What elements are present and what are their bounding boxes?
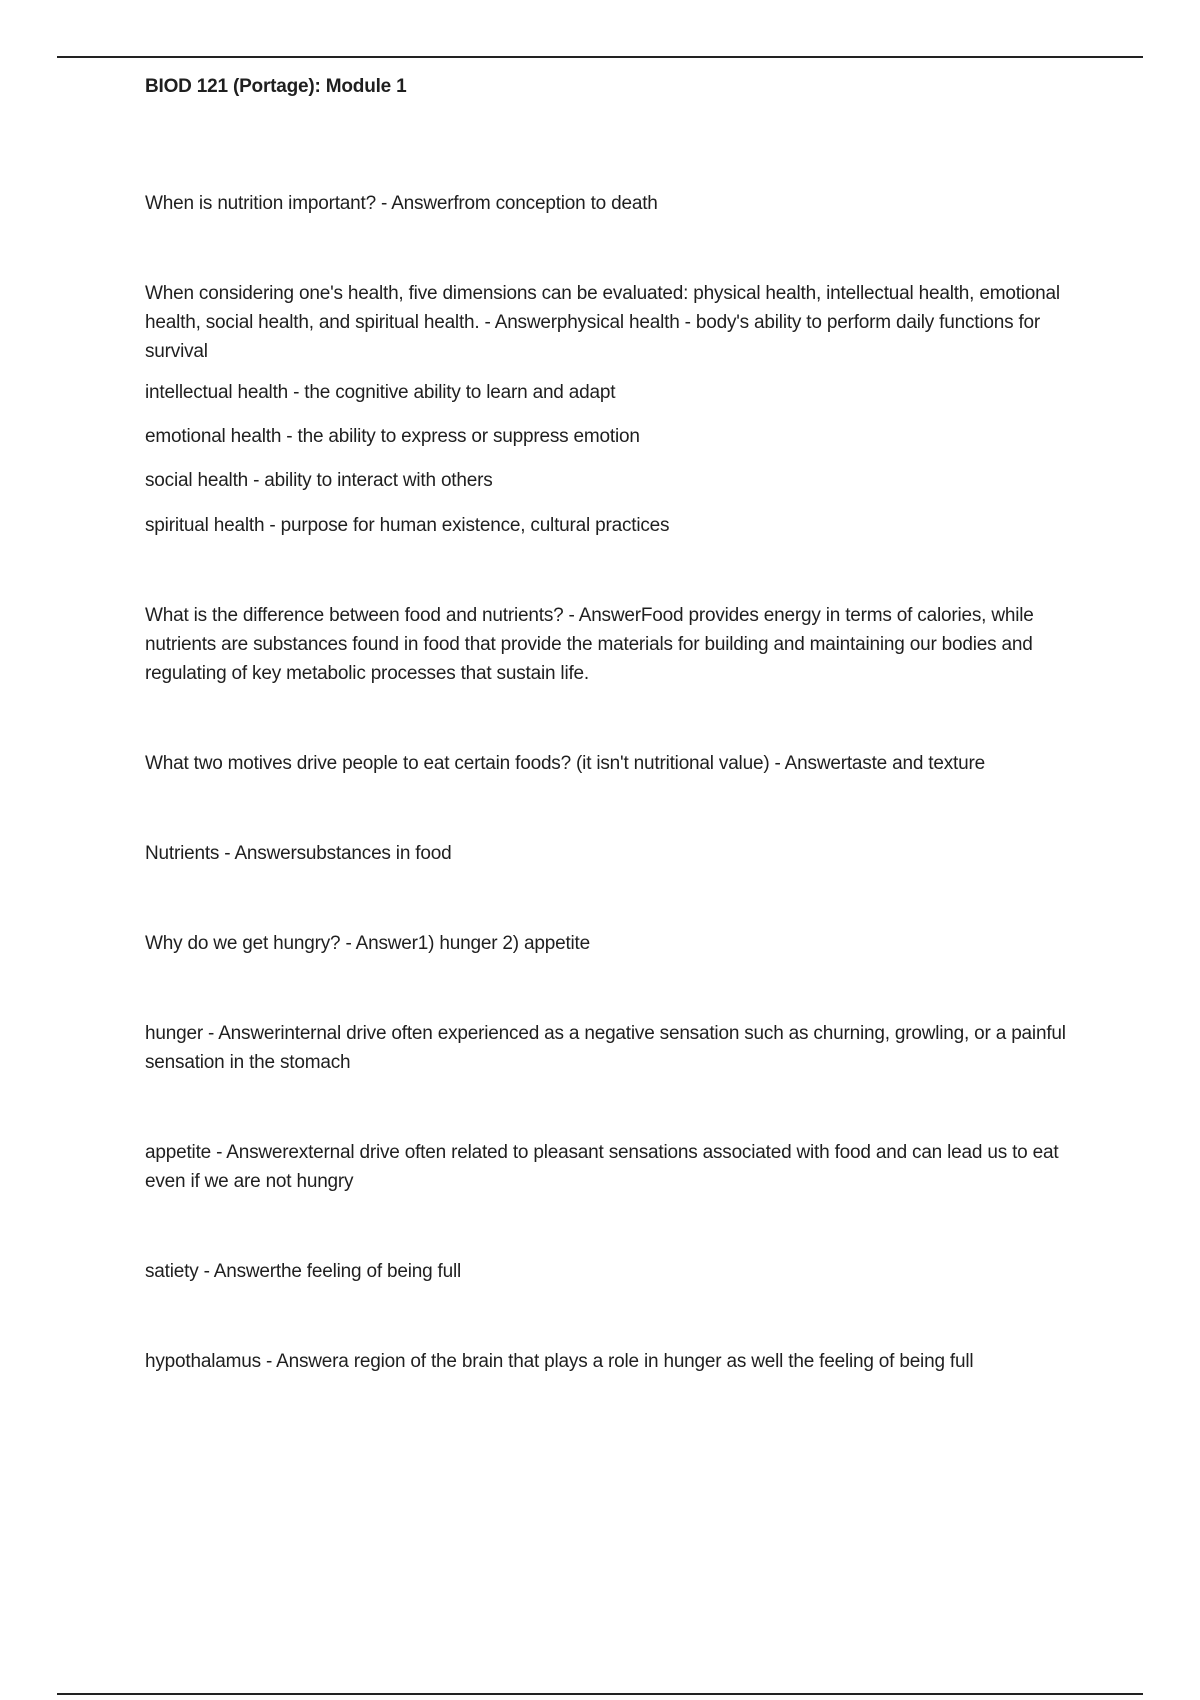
entry-hypothalamus: hypothalamus - Answera region of the brain that plays a role in hunger as well the feeling of being full: [145, 1351, 974, 1372]
top-rule: [57, 56, 1143, 58]
entry-satiety: satiety - Answerthe feeling of being full: [145, 1261, 462, 1282]
entry-intellectual-health: intellectual health - the cognitive ability to learn and adapt: [145, 382, 616, 403]
entry-hunger: hunger - Answerinternal drive often experienced as a negative sensation such as churning, growling, or a painful sensation in the stomach: [145, 1023, 1066, 1073]
entry-appetite: appetite - Answerexternal drive often related to pleasant sensations associated with food and can lead us to eat even if we are not hungry: [145, 1142, 1059, 1192]
document-body: [145, 72, 1095, 1376]
entry-eating-motives: What two motives drive people to eat certain foods? (it isn't nutritional value) - Answertaste and texture: [145, 753, 985, 774]
entry-health-dimensions: When considering one's health, five dimensions can be evaluated: physical health, intellectual health, emotional health, social health, and spiritual health. - Answerphysical health - body's ability to perform daily functions for survival: [145, 283, 1060, 362]
entry-emotional-health: emotional health - the ability to express or suppress emotion: [145, 426, 640, 447]
entry-food-vs-nutrients: What is the difference between food and nutrients? - AnswerFood provides energy in terms of calories, while nutrients are substances found in food that provide the materials for building and maintaining our bodies and regulating of key metabolic processes that sustain life.: [145, 605, 1034, 684]
entry-why-hungry: Why do we get hungry? - Answer1) hunger 2) appetite: [145, 933, 591, 954]
document-title: BIOD 121 (Portage): Module 1: [145, 76, 407, 97]
entry-nutrition-importance: When is nutrition important? - Answerfrom conception to death: [145, 193, 658, 214]
entry-spiritual-health: spiritual health - purpose for human existence, cultural practices: [145, 515, 670, 536]
bottom-rule: [57, 1693, 1143, 1695]
entry-nutrients: Nutrients - Answersubstances in food: [145, 843, 452, 864]
entry-social-health: social health - ability to interact with others: [145, 470, 493, 491]
